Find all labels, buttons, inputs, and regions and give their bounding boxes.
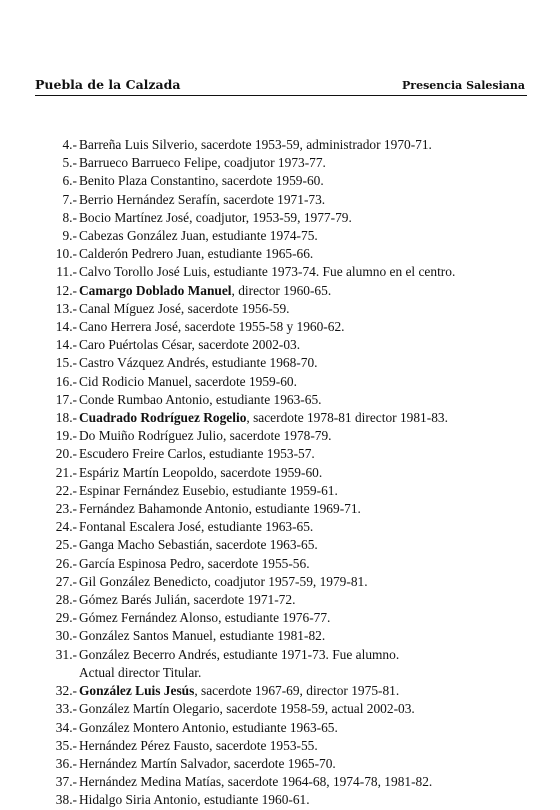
- entry-name: Espáriz Martín Leopoldo: [79, 464, 214, 480]
- entry-text: [79, 755, 336, 773]
- list-item: [50, 391, 530, 409]
- entry-text: [79, 391, 322, 409]
- entry-name: Calderón Pedrero Juan: [79, 246, 201, 262]
- entry-number: 20.-: [55, 446, 77, 462]
- entry-text: [79, 245, 313, 263]
- entry-name: Camargo Doblado Manuel: [79, 282, 232, 298]
- entry-details: , sacerdote 1965-70.: [227, 755, 336, 771]
- entry-number: 29.-: [55, 610, 77, 626]
- entry-name: Gil González Benedicto: [79, 573, 208, 589]
- entry-number: 10.-: [55, 246, 77, 262]
- entry-number: 38.-: [55, 792, 77, 808]
- member-list: [50, 136, 530, 810]
- entry-text: [79, 609, 330, 627]
- list-item: [50, 172, 530, 190]
- entry-text: [79, 136, 432, 154]
- entry-name: Cuadrado Rodríguez Rogelio: [79, 410, 247, 426]
- list-item: [50, 263, 530, 281]
- entry-name: Bocio Martínez José: [79, 209, 190, 225]
- entry-text: [79, 791, 310, 809]
- entry-details: , sacerdote 1953-59, administrador 1970-71.: [194, 137, 432, 152]
- entry-name: Caro Puértolas César: [79, 337, 192, 353]
- entry-number: 27.-: [55, 573, 77, 589]
- entry-number: 15.-: [55, 355, 77, 371]
- entry-name: Castro Vázquez Andrés: [79, 355, 206, 371]
- list-item: [50, 354, 530, 372]
- list-item: [50, 591, 530, 609]
- entry-details: , estudiante 1963-65.: [200, 519, 314, 535]
- list-item: [50, 300, 530, 318]
- entry-number: 28.-: [55, 592, 77, 608]
- list-item: [50, 136, 530, 154]
- entry-number: 5.-: [62, 155, 77, 171]
- entry-number: 23.-: [55, 501, 77, 517]
- list-item: [50, 627, 530, 645]
- entry-name: Conde Rumbao Antonio: [79, 391, 210, 407]
- entry-number: 25.-: [55, 537, 77, 553]
- entry-text: [79, 627, 325, 645]
- entry-number: 13.-: [55, 300, 77, 316]
- list-item: [50, 518, 530, 536]
- entry-number: 16.-: [55, 373, 77, 389]
- entry-number: 34.-: [55, 719, 77, 735]
- entry-name: Cabezas González Juan: [79, 228, 206, 244]
- entry-details: , sacerdote 1963-65.: [209, 537, 318, 553]
- entry-details: , estudiante 1965-66.: [200, 246, 314, 262]
- entry-details: , coadjutor 1957-59, 1979-81.: [207, 573, 368, 589]
- entry-name: Ganga Macho Sebastián: [79, 537, 210, 553]
- entry-number: 21.-: [55, 464, 77, 480]
- list-item: [50, 336, 530, 354]
- entry-details: , sacerdote 1955-58 y 1960-62.: [177, 319, 345, 335]
- list-item: [50, 737, 530, 755]
- header-rule: [35, 95, 527, 96]
- entry-number: 19.-: [55, 428, 77, 444]
- entry-name: Gómez Fernández Alonso: [79, 610, 219, 626]
- entry-details: , sacerdote 1978-81 director 1981-83.: [246, 410, 448, 426]
- entry-details: , estudiante 1981-82.: [212, 628, 326, 644]
- list-item: [50, 536, 530, 554]
- entry-details: , sacerdote 1959-60.: [188, 373, 297, 389]
- entry-details: , estudiante 1959-61.: [225, 482, 338, 498]
- entry-number: 18.-: [55, 410, 77, 426]
- entry-text: [79, 591, 295, 609]
- entry-text: [79, 263, 455, 281]
- entry-details: , sacerdote 1967-69, director 1975-81.: [194, 683, 400, 699]
- entry-details: , sacerdote 1956-59.: [180, 300, 290, 316]
- entry-details: , estudiante 1973-74. Fue alumno en el centro.: [206, 264, 456, 280]
- entry-number: 9.-: [62, 228, 77, 244]
- list-item: [50, 700, 530, 718]
- entry-details: , estudiante 1963-65.: [225, 719, 338, 735]
- entry-name: González Martín Olegario: [79, 701, 220, 717]
- entry-name: Do Muiño Rodríguez Julio: [79, 428, 223, 444]
- entry-number: 37.-: [55, 774, 77, 790]
- entry-number: 22.-: [55, 482, 77, 498]
- entry-text: [79, 719, 338, 737]
- entry-name: Berrio Hernández Serafín: [79, 191, 217, 207]
- entry-number: 26.-: [55, 555, 77, 571]
- entry-name: García Espinosa Pedro: [79, 555, 201, 571]
- entry-details: , sacerdote 1959-60.: [213, 464, 323, 480]
- entry-name: Hidalgo Siria Antonio: [79, 792, 198, 808]
- entry-name: Fernández Bahamonde Antonio: [79, 501, 249, 517]
- entry-details: , sacerdote 1964-68, 1974-78, 1981-82.: [221, 774, 433, 790]
- entry-name: Hernández Pérez Fausto: [79, 737, 210, 753]
- entry-name: Barrueco Barrueco Felipe: [79, 155, 218, 171]
- list-item: [50, 773, 530, 791]
- entry-text: [79, 427, 332, 445]
- entry-name: González Luis Jesús: [79, 683, 195, 699]
- entry-text: [79, 191, 325, 209]
- entry-name: Calvo Torollo José Luis: [79, 264, 207, 280]
- list-item: [50, 609, 530, 627]
- entry-text: [79, 682, 399, 700]
- entry-details: , sacerdote 1971-72.: [186, 592, 296, 608]
- entry-number: 14.-: [55, 319, 77, 335]
- entry-name: Barreña Luis Silverio: [79, 137, 195, 152]
- entry-name: Canal Míguez José: [79, 300, 181, 316]
- entry-name: Cid Rodicio Manuel: [79, 373, 189, 389]
- entry-name: Gómez Barés Julián: [79, 592, 187, 608]
- list-item: [50, 482, 530, 500]
- entry-number: 31.-: [55, 646, 77, 662]
- entry-text: [79, 336, 300, 354]
- list-item: [50, 227, 530, 245]
- list-item: [50, 209, 530, 227]
- entry-text: [79, 464, 322, 482]
- list-item: [50, 555, 530, 573]
- entry-details: , estudiante 1974-75.: [205, 228, 318, 244]
- entry-text: [79, 518, 313, 536]
- list-item: [50, 682, 530, 700]
- entry-name: Cano Herrera José: [79, 319, 178, 335]
- list-item: [50, 409, 530, 427]
- entry-text: [79, 154, 326, 172]
- list-item: [50, 373, 530, 391]
- list-item: [50, 755, 530, 773]
- entry-continuation-text: Actual director Titular.: [79, 664, 202, 680]
- running-header: [35, 72, 525, 92]
- entry-details: , sacerdote 1971-73.: [216, 191, 326, 207]
- entry-number: 33.-: [55, 701, 77, 717]
- list-item: [50, 154, 530, 172]
- entry-details: , estudiante 1953-57.: [202, 446, 315, 462]
- entry-number: 35.-: [55, 737, 77, 753]
- entry-name: González Santos Manuel: [79, 628, 213, 644]
- entry-details: , coadjutor, 1953-59, 1977-79.: [189, 209, 352, 225]
- entry-name: Espinar Fernández Eusebio: [79, 482, 226, 498]
- entry-number: 24.-: [55, 519, 77, 535]
- entry-text: [79, 555, 310, 573]
- entry-details: , estudiante 1963-65.: [209, 391, 322, 407]
- entry-number: 36.-: [55, 755, 77, 771]
- entry-number: 12.-: [55, 282, 77, 298]
- entry-number: 8.-: [62, 209, 77, 225]
- entry-details: , sacerdote 1953-55.: [209, 737, 318, 753]
- entry-details: , estudiante 1971-73. Fue alumno.: [216, 646, 400, 662]
- entry-name: González Montero Antonio: [79, 719, 226, 735]
- entry-number: 11.-: [56, 264, 77, 280]
- entry-number: 7.-: [62, 191, 77, 207]
- entry-details: , estudiante 1968-70.: [205, 355, 318, 371]
- list-item: [50, 245, 530, 263]
- entry-text: [79, 573, 368, 591]
- list-item: [50, 427, 530, 445]
- entry-details: , sacerdote 1978-79.: [222, 428, 332, 444]
- entry-text: [79, 172, 324, 190]
- list-item: [50, 464, 530, 482]
- entry-text: [79, 209, 352, 227]
- entry-name: Hernández Medina Matías: [79, 774, 222, 790]
- entry-details: , estudiante 1976-77.: [218, 610, 331, 626]
- entry-name: Hernández Martín Salvador: [79, 755, 228, 771]
- entry-text: [79, 373, 297, 391]
- entry-text: [79, 227, 318, 245]
- entry-number: 17.-: [55, 391, 77, 407]
- entry-text: [79, 482, 338, 500]
- header-left-title: Puebla de la Calzada: [35, 77, 181, 92]
- entry-details: , estudiante 1969-71.: [248, 501, 361, 517]
- entry-details: , sacerdote 1959-60.: [215, 173, 324, 189]
- entry-text: [79, 646, 399, 664]
- list-item: [50, 191, 530, 209]
- list-item-continuation: [50, 664, 530, 682]
- entry-text: [79, 773, 432, 791]
- entry-details: , director 1960-65.: [231, 282, 332, 298]
- entry-text: [79, 500, 361, 518]
- list-item: [50, 500, 530, 518]
- entry-number: 30.-: [55, 628, 77, 644]
- list-item: [50, 573, 530, 591]
- list-item: [50, 445, 530, 463]
- entry-name: Fontanal Escalera José: [79, 519, 201, 535]
- entry-text: [79, 445, 315, 463]
- entry-details: , coadjutor 1973-77.: [217, 155, 326, 171]
- list-item: [50, 282, 530, 300]
- list-item: [50, 646, 530, 664]
- entry-details: , sacerdote 2002-03.: [191, 337, 301, 353]
- entry-number: 32.-: [55, 683, 77, 699]
- entry-details: , sacerdote 1958-59, actual 2002-03.: [219, 701, 415, 717]
- entry-name: González Becerro Andrés: [79, 646, 217, 662]
- entry-text: [79, 282, 331, 300]
- list-item: [50, 791, 530, 809]
- entry-details: , sacerdote 1955-56.: [200, 555, 310, 571]
- entry-name: Benito Plaza Constantino: [79, 173, 216, 189]
- entry-text: [79, 300, 289, 318]
- entry-text: [79, 354, 318, 372]
- entry-number: 4.-: [62, 137, 77, 152]
- list-item: [50, 719, 530, 737]
- entry-text: [79, 318, 345, 336]
- entry-text: [79, 737, 318, 755]
- entry-text: [79, 409, 448, 427]
- list-item: [50, 318, 530, 336]
- entry-text: [79, 536, 318, 554]
- entry-details: , estudiante 1960-61.: [197, 792, 310, 808]
- header-right-title: Presencia Salesiana: [402, 79, 525, 92]
- entry-name: Escudero Freire Carlos: [79, 446, 203, 462]
- entry-text: [79, 700, 415, 718]
- entry-number: 14.-: [55, 337, 77, 353]
- entry-number: 6.-: [62, 173, 77, 189]
